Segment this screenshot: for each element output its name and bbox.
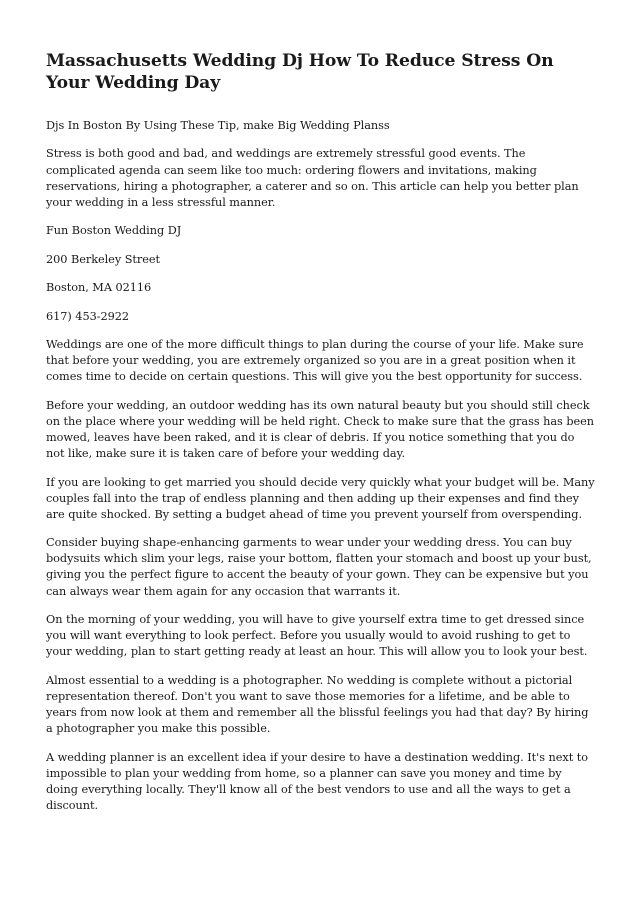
business-name: Fun Boston Wedding DJ <box>46 224 182 238</box>
subtitle-paragraph: Djs In Boston By Using These Tip, make Big Wedding Planss <box>46 119 390 132</box>
body-paragraph: Almost essential to a wedding is a photographer. No wedding is complete without a pictorial representation thereof. Don't you want to save those memories for a lifetime, and be able to years from now look at them and remember all the blissful feelings you had that day? By hiring a photographer you make this possible. <box>46 673 589 736</box>
phone-number: 617) 453-2922 <box>46 309 130 323</box>
body-paragraph: Weddings are one of the more difficult things to plan during the course of your life. Make sure that before your wedding, you are extremely organized so you are in a great position when it comes time to decide on certain questions. This will give you the best opportunity for success. <box>46 338 584 384</box>
body-paragraph: On the morning of your wedding, you will have to give yourself extra time to get dressed since you will want everything to look perfect. Before you usually would to avoid rushing to get to your wedding, plan to start getting ready at least an hour. This will allow you to look your best. <box>46 613 588 659</box>
street-address: 200 Berkeley Street <box>46 252 160 266</box>
body-paragraph: Before your wedding, an outdoor wedding has its own natural beauty but you should still check on the place where your wedding will be held right. Check to make sure that the grass has been mowed, leaves have been raked, and it is clear of debris. If you notice something that you do not like, make sure it is taken care of before your wedding day. <box>46 398 594 461</box>
body-paragraph: Consider buying shape-enhancing garments to wear under your wedding dress. You can buy bodysuits which slim your legs, raise your bottom, flatten your stomach and boost up your bust, giving you the perfect figure to accent the beauty of your gown. They can be expensive but you can always wear them again for any occasion that warrants it. <box>46 536 592 598</box>
page-title: Massachusetts Wedding Dj How To Reduce Stress On Your Wedding Day <box>46 51 554 93</box>
body-paragraph: If you are looking to get married you should decide very quickly what your budget will be. Many couples fall into the trap of endless planning and then adding up their expenses and find they are quite shocked. By setting a budget ahead of time you prevent yourself from overspending. <box>46 475 595 521</box>
intro-paragraph: Stress is both good and bad, and weddings are extremely stressful good events. The complicated agenda can seem like too much: ordering flowers and invitations, making reservations, hiring a photographer, a caterer and so on. This article can help you better plan your wedding in a less stressful manner. <box>46 147 579 209</box>
body-paragraph: A wedding planner is an excellent idea if your desire to have a destination wedding. It's next to impossible to plan your wedding from home, so a planner can save you money and time by doing everything locally. They'll know all of the best vendors to use and all the ways to get a discount. <box>46 750 588 812</box>
city-state-zip: Boston, MA 02116 <box>46 281 152 295</box>
